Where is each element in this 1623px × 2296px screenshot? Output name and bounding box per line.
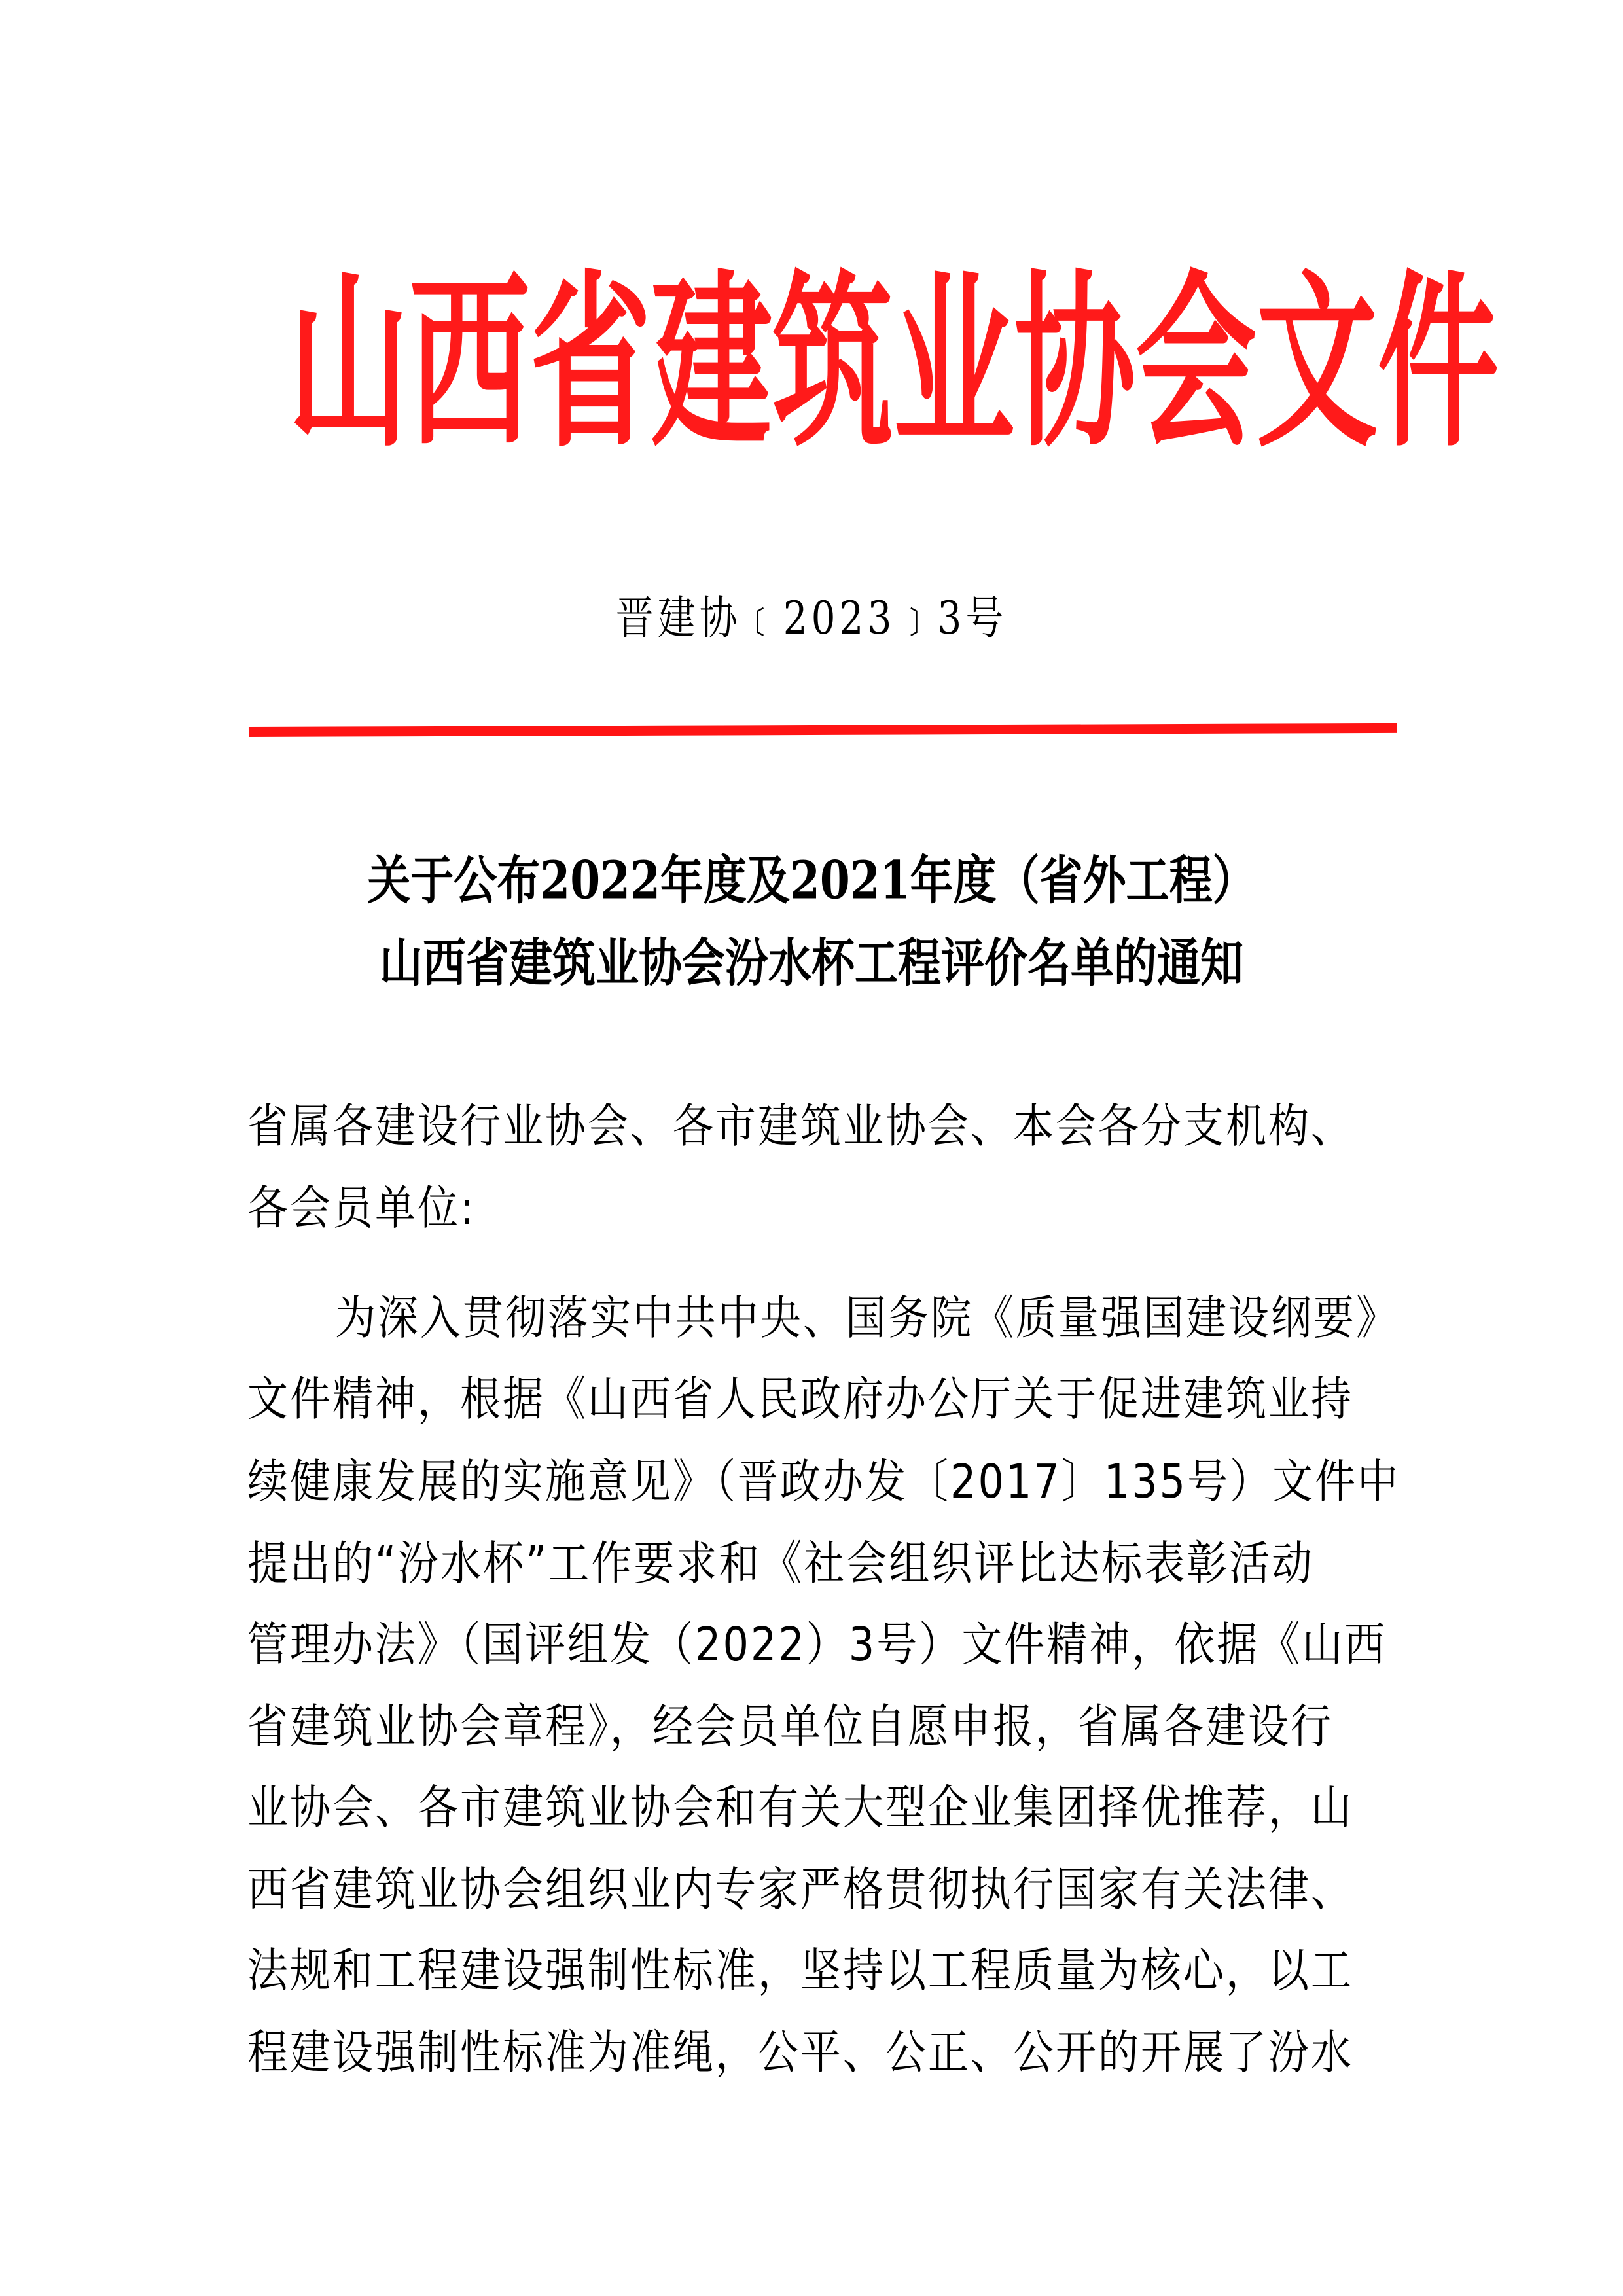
document-number xyxy=(0,591,1623,645)
masthead-char: 筑 xyxy=(772,253,893,473)
body-paragraph-line xyxy=(247,1861,1389,1917)
body-line-text: 业协会、各市建筑业协会和有关大型企业集团择优推荐，山 xyxy=(247,1780,1354,1835)
notice-title-line-2 xyxy=(0,932,1623,994)
body-paragraph-line xyxy=(247,1698,1389,1754)
body-line-text: 续健康发展的实施意见》（晋政办发〔2017〕135号）文件中 xyxy=(247,1454,1400,1509)
body-line-text: 省建筑业协会章程》，经会员单位自愿申报，省属各建设行 xyxy=(247,1698,1334,1754)
body-line-text: 提出的“汾水杯”工作要求和《社会组织评比达标表彰活动 xyxy=(247,1535,1315,1591)
masthead-char: 业 xyxy=(893,253,1014,473)
masthead-char: 件 xyxy=(1378,253,1499,473)
body-paragraph-line xyxy=(247,1535,1389,1591)
salutation-line-1 xyxy=(247,1098,1389,1154)
masthead-char: 省 xyxy=(530,253,651,473)
notice-title-line-1 xyxy=(0,850,1623,911)
body-paragraph-line xyxy=(247,1780,1389,1835)
body-line-text: 为深入贯彻落实中共中央、国务院《质量强国建设纲要》 xyxy=(335,1290,1399,1346)
body-line-text: 西省建筑业协会组织业内专家严格贯彻执行国家有关法律、 xyxy=(247,1861,1354,1917)
notice-title-text: 山西省建筑业协会汾水杯工程评价名单的通知 xyxy=(380,932,1243,994)
masthead-title xyxy=(288,253,1499,473)
salutation-text: 省属各建设行业协会、各市建筑业协会、本会各分支机构、 xyxy=(247,1098,1354,1154)
masthead-char: 山 xyxy=(288,253,409,473)
body-paragraph-line xyxy=(247,2024,1389,2080)
body-line-text: 文件精神，根据《山西省人民政府办公厅关于促进建筑业持 xyxy=(247,1371,1354,1427)
body-line-text: 程建设强制性标准为准绳，公平、公正、公开的开展了汾水 xyxy=(247,2024,1354,2080)
salutation-line-2 xyxy=(247,1180,1389,1236)
body-paragraph-line xyxy=(247,1617,1389,1672)
masthead-char: 建 xyxy=(651,253,772,473)
masthead-char: 西 xyxy=(409,253,530,473)
body-line-text: 法规和工程建设强制性标准，坚持以工程质量为核心，以工 xyxy=(247,1943,1354,1998)
body-paragraph-line xyxy=(247,1371,1389,1427)
body-line-text: 管理办法》（国评组发（2022）3号）文件精神，依据《山西 xyxy=(247,1617,1387,1672)
body-paragraph-line xyxy=(247,1454,1400,1509)
salutation-text: 各会员单位: xyxy=(247,1180,476,1236)
body-paragraph-line xyxy=(335,1290,1399,1346)
red-divider-line xyxy=(249,723,1397,737)
body-paragraph-line xyxy=(247,1943,1389,1998)
document-number-text: 晋建协﹝2023﹞3号 xyxy=(615,591,1008,645)
notice-title-text: 关于公布2022年度及2021年度（省外工程） xyxy=(367,850,1256,911)
masthead-char: 会 xyxy=(1135,253,1257,473)
masthead-char: 协 xyxy=(1014,253,1135,473)
masthead-char: 文 xyxy=(1257,253,1378,473)
